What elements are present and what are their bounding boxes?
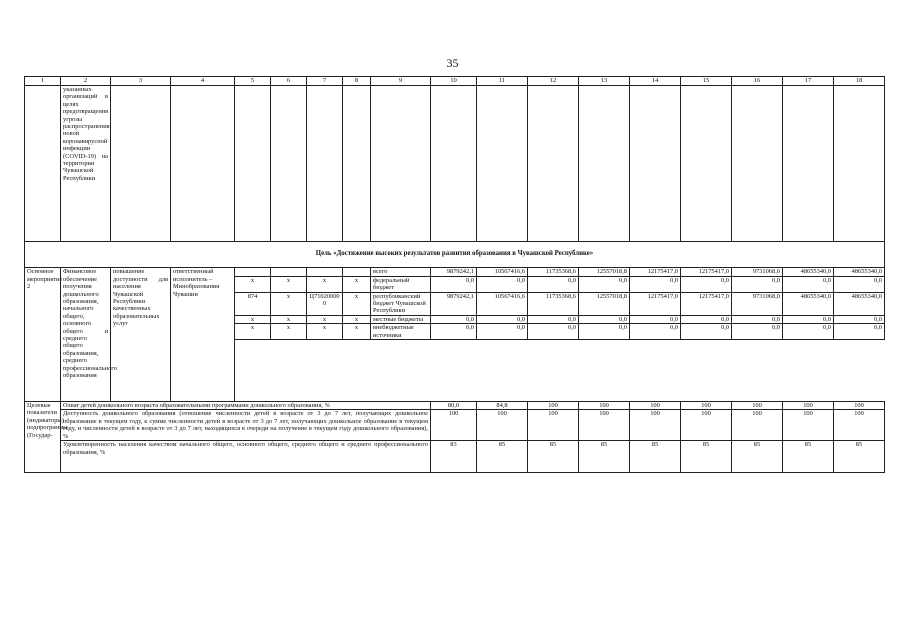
indicator-value: 100 bbox=[681, 410, 732, 441]
col-num: 15 bbox=[681, 77, 732, 86]
fin-value: 10567416,6 bbox=[477, 292, 528, 315]
col-num: 9 bbox=[371, 77, 431, 86]
fin-value: 0,0 bbox=[579, 276, 630, 292]
col-num: 2 bbox=[61, 77, 111, 86]
type-code: x bbox=[343, 324, 371, 340]
fin-value: 0,0 bbox=[431, 315, 477, 323]
fin-value: 0,0 bbox=[681, 324, 732, 340]
fin-value: 9731068,0 bbox=[732, 268, 783, 276]
indicators-label: Целевые показатели (индикаторы) подпрограммы (Государ- bbox=[25, 402, 61, 473]
fin-value: 12175417,0 bbox=[630, 268, 681, 276]
indicator-text: Удовлетворенность населения качеством начального общего, основного общего, среднего общего и среднего профессионального образования, % bbox=[61, 441, 431, 473]
col-num: 17 bbox=[783, 77, 834, 86]
fin-value: 11735368,6 bbox=[528, 268, 579, 276]
indicator-value: 100 bbox=[783, 410, 834, 441]
indicator-text: Доступность дошкольного образования (отношение численности детей в возрасте от 3 до 7 лет, получающих дошкольное образование в текущем году, к сумме численности детей в возрасте от 3 до 7 лет, получающих дошкольное образование в текущем году, и численности детей в возрасте от 3 до 7 лет, находящихся в очереди на получение в текущем году дошкольного образования), % bbox=[61, 410, 431, 441]
fin-value: 9879242,1 bbox=[431, 268, 477, 276]
gov-code: x bbox=[235, 276, 271, 292]
fin-value: 10567416,6 bbox=[477, 268, 528, 276]
indicator-row bbox=[25, 402, 885, 410]
fin-source: федеральный бюджет bbox=[371, 276, 431, 292]
fin-value: 0,0 bbox=[681, 276, 732, 292]
finance-row bbox=[25, 268, 885, 276]
fin-value: 12175417,0 bbox=[630, 292, 681, 315]
indicator-value: 100 bbox=[681, 402, 732, 410]
fin-value: 12175417,0 bbox=[681, 292, 732, 315]
fin-source: республиканский бюджет Чувашской Республики bbox=[371, 292, 431, 315]
indicator-value: 100 bbox=[732, 410, 783, 441]
fin-value: 0,0 bbox=[681, 315, 732, 323]
col-num: 5 bbox=[235, 77, 271, 86]
target-code bbox=[307, 268, 343, 276]
fin-value: 0,0 bbox=[732, 315, 783, 323]
fin-value: 0,0 bbox=[732, 276, 783, 292]
indicator-value: 85 bbox=[579, 441, 630, 473]
gov-code: 874 bbox=[235, 292, 271, 315]
fin-value: 9879242,1 bbox=[431, 292, 477, 315]
col-num: 4 bbox=[171, 77, 235, 86]
event-name: Финансовое обеспечение получения дошкольного образования, начального общего, основного общего и среднего общего образования, среднего профессионального образования bbox=[61, 268, 111, 402]
fin-value: 0,0 bbox=[783, 276, 834, 292]
fin-value: 0,0 bbox=[732, 324, 783, 340]
fin-value: 9731068,0 bbox=[732, 292, 783, 315]
section-code: x bbox=[271, 276, 307, 292]
fin-value: 0,0 bbox=[477, 324, 528, 340]
indicator-row bbox=[25, 441, 885, 473]
fin-value: 0,0 bbox=[630, 276, 681, 292]
type-code: x bbox=[343, 292, 371, 315]
fin-value: 48655340,0 bbox=[834, 268, 885, 276]
col-num: 10 bbox=[431, 77, 477, 86]
column-number-row bbox=[25, 77, 885, 86]
section-code: x bbox=[271, 292, 307, 315]
type-code: x bbox=[343, 315, 371, 323]
indicator-text: Охват детей дошкольного возраста образовательными программами дошкольного образования, % bbox=[61, 402, 431, 410]
col-num: 8 bbox=[343, 77, 371, 86]
indicator-value: 100 bbox=[732, 402, 783, 410]
target-code: x bbox=[307, 276, 343, 292]
fin-value: 0,0 bbox=[630, 315, 681, 323]
col-num: 14 bbox=[630, 77, 681, 86]
indicator-value: 83 bbox=[431, 441, 477, 473]
event-type: Основное мероприятие 2 bbox=[25, 268, 61, 402]
goal-row bbox=[25, 242, 885, 268]
fin-value: 0,0 bbox=[579, 315, 630, 323]
type-code: x bbox=[343, 276, 371, 292]
fin-value: 0,0 bbox=[431, 324, 477, 340]
continuation-text: указанных организаций в целях предотвращения угрозы распространения новой коронавирусной инфекции (COVID-19) на территории Чувашской Республики bbox=[61, 86, 111, 242]
fin-value: 0,0 bbox=[783, 324, 834, 340]
fin-value: 0,0 bbox=[477, 315, 528, 323]
col-num: 18 bbox=[834, 77, 885, 86]
fin-value: 48655340,0 bbox=[834, 292, 885, 315]
col-num: 16 bbox=[732, 77, 783, 86]
fin-value: 0,0 bbox=[783, 315, 834, 323]
fin-value: 0,0 bbox=[528, 315, 579, 323]
fin-value: 0,0 bbox=[834, 324, 885, 340]
fin-value: 0,0 bbox=[834, 276, 885, 292]
fin-value: 12175417,0 bbox=[681, 268, 732, 276]
indicator-value: 85 bbox=[528, 441, 579, 473]
indicator-value: 100 bbox=[579, 410, 630, 441]
fin-value: 0,0 bbox=[528, 276, 579, 292]
indicator-value: 85 bbox=[732, 441, 783, 473]
section-code: x bbox=[271, 324, 307, 340]
gov-code bbox=[235, 268, 271, 276]
indicator-value: 100 bbox=[834, 410, 885, 441]
indicator-row bbox=[25, 410, 885, 441]
indicator-value: 85 bbox=[681, 441, 732, 473]
fin-value: 0,0 bbox=[477, 276, 528, 292]
fin-value: 0,0 bbox=[579, 324, 630, 340]
fin-value: 11735368,6 bbox=[528, 292, 579, 315]
program-table bbox=[24, 76, 885, 473]
col-num: 13 bbox=[579, 77, 630, 86]
indicator-value: 80,0 bbox=[431, 402, 477, 410]
indicator-value: 100 bbox=[630, 410, 681, 441]
target-code: x bbox=[307, 324, 343, 340]
fin-value: 0,0 bbox=[431, 276, 477, 292]
fin-value: 12557018,8 bbox=[579, 292, 630, 315]
indicator-value: 100 bbox=[528, 410, 579, 441]
fin-value: 0,0 bbox=[834, 315, 885, 323]
indicator-value: 100 bbox=[783, 402, 834, 410]
type-code bbox=[343, 268, 371, 276]
col-num: 12 bbox=[528, 77, 579, 86]
indicator-value: 100 bbox=[477, 410, 528, 441]
target-code: Ц710200000 bbox=[307, 292, 343, 315]
gov-code: x bbox=[235, 315, 271, 323]
col-num: 11 bbox=[477, 77, 528, 86]
col-num: 3 bbox=[111, 77, 171, 86]
event-goal: повышение доступности для населения Чувашской Республики качественных образовательных услуг bbox=[111, 268, 171, 402]
fin-source: местные бюджеты bbox=[371, 315, 431, 323]
gov-code: x bbox=[235, 324, 271, 340]
col-num: 7 bbox=[307, 77, 343, 86]
indicator-value: 100 bbox=[431, 410, 477, 441]
section-code: x bbox=[271, 315, 307, 323]
continuation-row bbox=[25, 86, 885, 242]
event-executor: ответственный исполнитель – Минобразования Чувашии bbox=[171, 268, 235, 402]
indicator-value: 85 bbox=[834, 441, 885, 473]
indicator-value: 85 bbox=[630, 441, 681, 473]
fin-value: 48655340,0 bbox=[783, 292, 834, 315]
page-number: 35 bbox=[446, 56, 459, 70]
indicator-value: 100 bbox=[630, 402, 681, 410]
col-num: 6 bbox=[271, 77, 307, 86]
fin-source: всего bbox=[371, 268, 431, 276]
indicator-value: 100 bbox=[579, 402, 630, 410]
indicator-value: 85 bbox=[477, 441, 528, 473]
indicator-value: 85 bbox=[783, 441, 834, 473]
indicator-value: 84,8 bbox=[477, 402, 528, 410]
target-code: x bbox=[307, 315, 343, 323]
fin-value: 0,0 bbox=[528, 324, 579, 340]
section-code bbox=[271, 268, 307, 276]
indicator-value: 100 bbox=[834, 402, 885, 410]
fin-source: внебюджетные источники bbox=[371, 324, 431, 340]
indicator-value: 100 bbox=[528, 402, 579, 410]
col-num: 1 bbox=[25, 77, 61, 86]
goal-title: Цель «Достижение высоких результатов развития образования в Чувашской Республике» bbox=[25, 242, 885, 268]
fin-value: 12557018,8 bbox=[579, 268, 630, 276]
fin-value: 0,0 bbox=[630, 324, 681, 340]
fin-value: 48655340,0 bbox=[783, 268, 834, 276]
